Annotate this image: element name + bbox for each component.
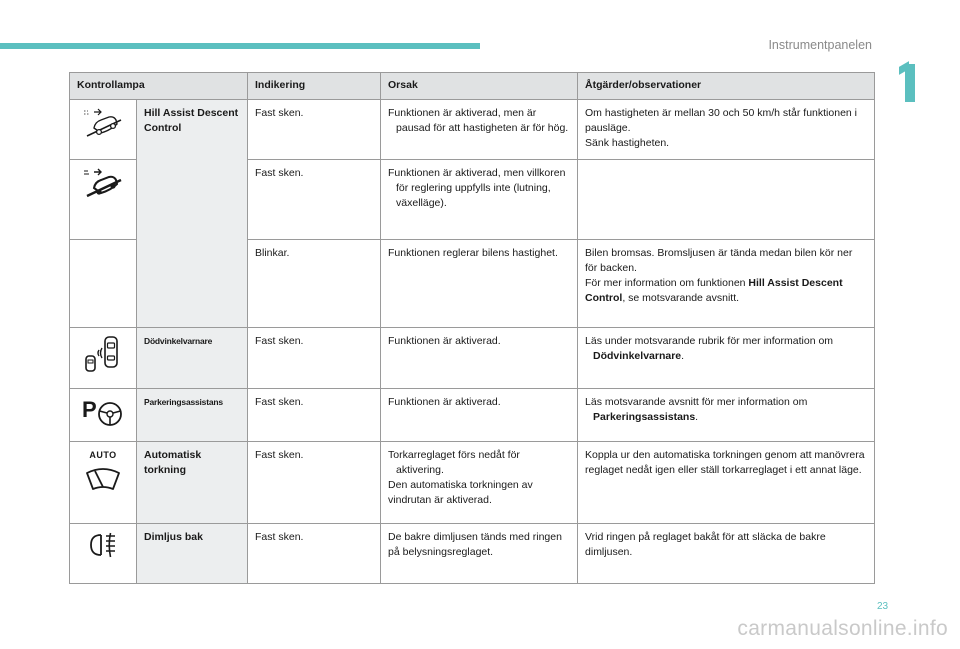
action-text: Bilen bromsas. Bromsljusen är tända medan bilen kör ner för backen. <box>585 247 853 274</box>
cause-text: Funktionen är aktiverad, men villkoren för reglering uppfylls inte (lutning, växelläge). <box>388 167 566 209</box>
page-number: 23 <box>877 601 889 612</box>
indication-cell: Fast sken. <box>248 100 381 160</box>
hill-descent-off-icon <box>81 106 125 140</box>
blind-spot-icon <box>81 334 125 374</box>
park-assist-icon <box>80 395 126 429</box>
action-cell <box>578 240 875 328</box>
auto-wiper-icon <box>83 465 123 493</box>
column-header-kontrollampa: Kontrollampa <box>70 73 248 100</box>
indication-cell: Fast sken. <box>248 442 381 524</box>
cause-cell: Funktionen är aktiverad. <box>381 328 578 389</box>
cause-text: Torkarreglaget förs nedåt för aktivering. <box>388 449 520 476</box>
table-row <box>70 100 875 160</box>
cause-cell: De bakre dimljusen tänds med ringen på belysningsreglaget. <box>381 524 578 584</box>
reference-link-text: Parkeringsassistans <box>593 411 696 423</box>
section-title: Instrumentpanelen <box>768 38 872 52</box>
action-text: För mer information om funktionen Hill Assist Descent Control, se motsvarande avsnitt. <box>585 277 843 304</box>
auto-label: AUTO <box>89 450 117 460</box>
svg-text:P: P <box>82 397 97 422</box>
action-cell <box>578 328 875 389</box>
lamp-icon-cell <box>70 240 137 328</box>
action-cell <box>578 160 875 240</box>
table-header-row <box>70 73 875 100</box>
column-header-indikering: Indikering <box>248 73 381 100</box>
reference-link-text: Dödvinkelvarnare <box>593 350 682 362</box>
hill-descent-on-icon <box>81 166 125 200</box>
column-header-orsak: Orsak <box>381 73 578 100</box>
lamp-icon-cell <box>70 328 137 389</box>
action-cell <box>578 389 875 442</box>
lamp-name: Hill Assist Descent Control <box>137 100 248 328</box>
indication-cell: Fast sken. <box>248 524 381 584</box>
cause-cell <box>381 160 578 240</box>
action-text: Sänk hastigheten. <box>585 137 670 149</box>
action-text: Läs motsvarande avsnitt för mer information om Parkeringsassistans. <box>585 396 808 423</box>
lamp-icon-cell <box>70 100 137 160</box>
column-header-atgarder: Åtgärder/observationer <box>578 73 875 100</box>
action-text: Läs under motsvarande rubrik för mer information om Dödvinkelvarnare. <box>585 335 834 362</box>
lamp-icon-cell <box>70 442 137 524</box>
table-row <box>70 328 875 389</box>
reference-link-text: Hill Assist Descent Control <box>585 277 843 304</box>
lamp-icon-cell <box>70 160 137 240</box>
indication-cell: Blinkar. <box>248 240 381 328</box>
indication-cell: Fast sken. <box>248 389 381 442</box>
table-row <box>70 389 875 442</box>
lamp-name: Dödvinkelvarnare <box>137 328 248 389</box>
lamp-name: Dimljus bak <box>137 524 248 584</box>
lamp-name: Parkeringsassistans <box>137 389 248 442</box>
cause-text: Funktionen är aktiverad, men är pausad för att hastigheten är för hög. <box>388 107 569 134</box>
action-cell <box>578 100 875 160</box>
indication-cell: Fast sken. <box>248 328 381 389</box>
cause-cell <box>381 100 578 160</box>
rear-fog-icon <box>83 530 123 560</box>
lamp-icon-cell <box>70 524 137 584</box>
lamp-name: Automatisk torkning <box>137 442 248 524</box>
table-row <box>70 524 875 584</box>
indication-cell: Fast sken. <box>248 160 381 240</box>
top-accent-bar <box>0 43 480 49</box>
cause-cell <box>381 240 578 328</box>
action-text: Om hastigheten är mellan 30 och 50 km/h står funktionen i pausläge. <box>585 107 857 134</box>
cause-text: Den automatiska torkningen av vindrutan är aktiverad. <box>388 479 533 506</box>
action-cell: Vrid ringen på reglaget bakåt för att släcka de bakre dimljusen. <box>578 524 875 584</box>
action-cell: Koppla ur den automatiska torkningen genom att manövrera reglaget nedåt igen eller ställ torkarreglaget i ett annat läge. <box>578 442 875 524</box>
cause-text: Funktionen reglerar bilens hastighet. <box>388 247 558 259</box>
warning-lamp-table <box>69 72 875 584</box>
watermark: carmanualsonline.info <box>737 617 948 640</box>
lamp-icon-cell <box>70 389 137 442</box>
table-row <box>70 442 875 524</box>
cause-cell <box>381 442 578 524</box>
cause-cell: Funktionen är aktiverad. <box>381 389 578 442</box>
chapter-number-marker <box>897 60 919 102</box>
